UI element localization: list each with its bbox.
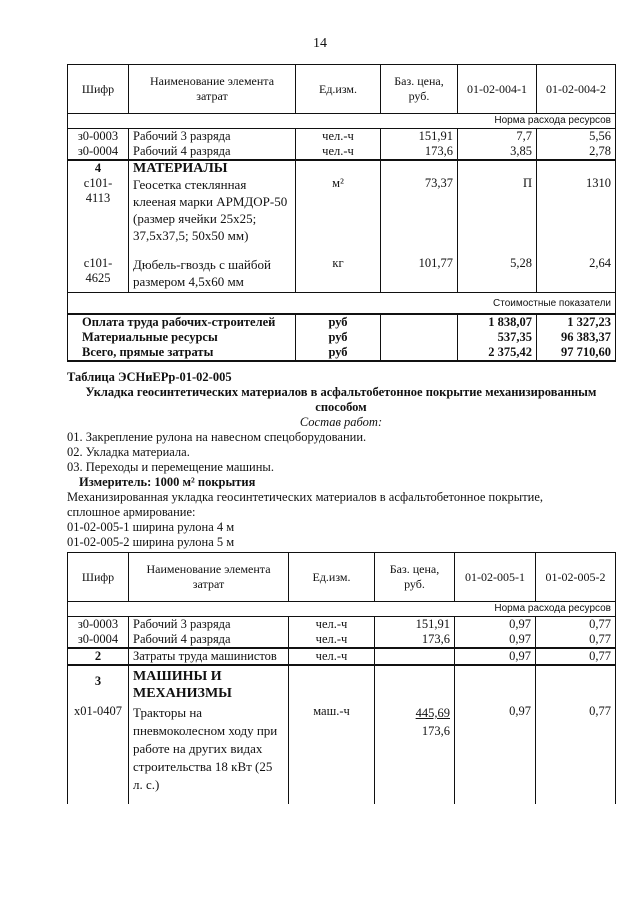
description-line2: сплошное армирование: bbox=[67, 505, 196, 519]
table-row-price: 73,37 bbox=[381, 176, 458, 248]
table-subtitle-line1: Укладка геосинтетических материалов в асфальтобетонное покрытие механизированным bbox=[85, 385, 597, 399]
table-row-price: 445,69 bbox=[415, 706, 450, 720]
table-row-code: с101-4625 bbox=[68, 248, 129, 293]
header-unit: Ед.изм. bbox=[289, 553, 375, 602]
description-line1: Механизированная укладка геосинтетических материалов в асфальтобетонное покрытие, bbox=[67, 490, 544, 504]
table-row-value-a: 0,97 bbox=[455, 617, 536, 633]
work-step: 03. Переходы и перемещение машины. bbox=[67, 460, 274, 474]
resource-table-1 bbox=[67, 64, 616, 362]
header-code: Шифр bbox=[68, 65, 129, 114]
table-row-unit: м² bbox=[296, 176, 381, 248]
table-row-unit: чел.-ч bbox=[296, 129, 381, 145]
total-unit: руб bbox=[296, 330, 381, 345]
table-row-unit: чел.-ч bbox=[296, 144, 381, 160]
table-row-value-b: 0,77 bbox=[536, 632, 616, 648]
total-value-b: 96 383,37 bbox=[537, 330, 616, 345]
cost-label: Стоимостные показатели bbox=[68, 293, 616, 315]
table-row-value-a: П bbox=[458, 176, 537, 248]
table-subtitle-line2: способом bbox=[315, 400, 367, 414]
table-row-value-b: 0,77 bbox=[536, 702, 616, 804]
norm-label: Норма расхода ресурсов bbox=[68, 114, 616, 129]
table-row-name: Тракторы на пневмоколесном ходу при работе на других видах строительства 18 кВт (25 л. с.) bbox=[129, 702, 289, 804]
table-row-name: Рабочий 3 разряда bbox=[129, 129, 296, 145]
total-value-a: 2 375,42 bbox=[458, 345, 537, 361]
table-row-price: 151,91 bbox=[375, 617, 455, 633]
total-value-b: 1 327,23 bbox=[537, 314, 616, 330]
table-row-value-a: 7,7 bbox=[458, 129, 537, 145]
table-row-price: 151,91 bbox=[381, 129, 458, 145]
norm-label: Норма расхода ресурсов bbox=[68, 602, 616, 617]
table-row-value-a: 5,28 bbox=[458, 248, 537, 293]
table-row-value-b: 2,64 bbox=[537, 248, 616, 293]
header-code: Шифр bbox=[68, 553, 129, 602]
table-row-code: з0-0004 bbox=[68, 632, 129, 648]
total-value-a: 1 838,07 bbox=[458, 314, 537, 330]
table-row-unit: маш.-ч bbox=[289, 702, 375, 804]
table-row-name: Геосетка стеклянная клееная марки АРМДОР-50 (размер ячейки 25х25; 37,5х37,5; 50х50 мм) bbox=[129, 176, 296, 248]
header-name: Наименование элемента затрат bbox=[129, 553, 289, 602]
total-unit: руб bbox=[296, 345, 381, 361]
table-row-name: Дюбель-гвоздь с шайбой размером 4,5х60 мм bbox=[129, 248, 296, 293]
total-value-a: 537,35 bbox=[458, 330, 537, 345]
variant-line: 01-02-005-1 ширина рулона 4 м bbox=[67, 520, 235, 534]
table-row-name: Рабочий 4 разряда bbox=[129, 632, 289, 648]
header-col-b: 01-02-005-2 bbox=[536, 553, 616, 602]
table-row-code: з0-0004 bbox=[68, 144, 129, 160]
table-row-price: 173,6 bbox=[381, 144, 458, 160]
table-row-value-b: 1310 bbox=[537, 176, 616, 248]
section-number: 3 bbox=[68, 665, 129, 702]
total-materials-label: Материальные ресурсы bbox=[68, 330, 296, 345]
total-value-b: 97 710,60 bbox=[537, 345, 616, 361]
table-row-code: з0-0003 bbox=[68, 617, 129, 633]
table-row-price: 173,6 bbox=[375, 632, 455, 648]
header-price: Баз. цена, руб. bbox=[375, 553, 455, 602]
table-row-unit: чел.-ч bbox=[289, 632, 375, 648]
total-labor-label: Оплата труда рабочих-строителей bbox=[68, 314, 296, 330]
header-col-a: 01-02-005-1 bbox=[455, 553, 536, 602]
table-row-value-b: 0,77 bbox=[536, 617, 616, 633]
table-row-name: Рабочий 4 разряда bbox=[129, 144, 296, 160]
resource-table-2 bbox=[67, 552, 616, 804]
table-row-name: Рабочий 3 разряда bbox=[129, 617, 289, 633]
table-row-price: 101,77 bbox=[381, 248, 458, 293]
table-row-value-a: 3,85 bbox=[458, 144, 537, 160]
total-unit: руб bbox=[296, 314, 381, 330]
table-row-unit: чел.-ч bbox=[289, 617, 375, 633]
table-row-value-b: 2,78 bbox=[537, 144, 616, 160]
total-direct-label: Всего, прямые затраты bbox=[68, 345, 296, 361]
table-row-code: х01-0407 bbox=[68, 702, 129, 804]
table-row-unit: кг bbox=[296, 248, 381, 293]
table-row-code: з0-0003 bbox=[68, 129, 129, 145]
header-price: Баз. цена, руб. bbox=[381, 65, 458, 114]
machinists-value-b: 0,77 bbox=[536, 648, 616, 665]
table-row-value-b: 5,56 bbox=[537, 129, 616, 145]
machinists-name: Затраты труда машинистов bbox=[129, 648, 289, 665]
table-row-code: с101-4113 bbox=[68, 176, 129, 248]
header-name: Наименование элемента затрат bbox=[129, 65, 296, 114]
table-row-value-a: 0,97 bbox=[455, 702, 536, 804]
variant-line: 01-02-005-2 ширина рулона 5 м bbox=[67, 535, 235, 549]
work-step: 02. Укладка материала. bbox=[67, 445, 190, 459]
section-2-intro bbox=[67, 370, 615, 550]
section-name: МАШИНЫ И МЕХАНИЗМЫ bbox=[129, 665, 289, 702]
meter-line: Измеритель: 1000 м² покрытия bbox=[79, 475, 256, 489]
table-row-price-secondary: 173,6 bbox=[421, 724, 450, 738]
machinists-code: 2 bbox=[68, 648, 129, 665]
header-col-a: 01-02-004-1 bbox=[458, 65, 537, 114]
page-number: 14 bbox=[313, 36, 327, 51]
machinists-value-a: 0,97 bbox=[455, 648, 536, 665]
table-row-value-a: 0,97 bbox=[455, 632, 536, 648]
work-step: 01. Закрепление рулона на навесном спецоборудовании. bbox=[67, 430, 367, 444]
header-col-b: 01-02-004-2 bbox=[537, 65, 616, 114]
machinists-unit: чел.-ч bbox=[289, 648, 375, 665]
section-number: 4 bbox=[68, 160, 129, 176]
table-title: Таблица ЭСНиЕРр-01-02-005 bbox=[67, 370, 232, 384]
header-unit: Ед.изм. bbox=[296, 65, 381, 114]
composition-heading: Состав работ: bbox=[299, 415, 383, 429]
section-name: МАТЕРИАЛЫ bbox=[129, 160, 296, 176]
